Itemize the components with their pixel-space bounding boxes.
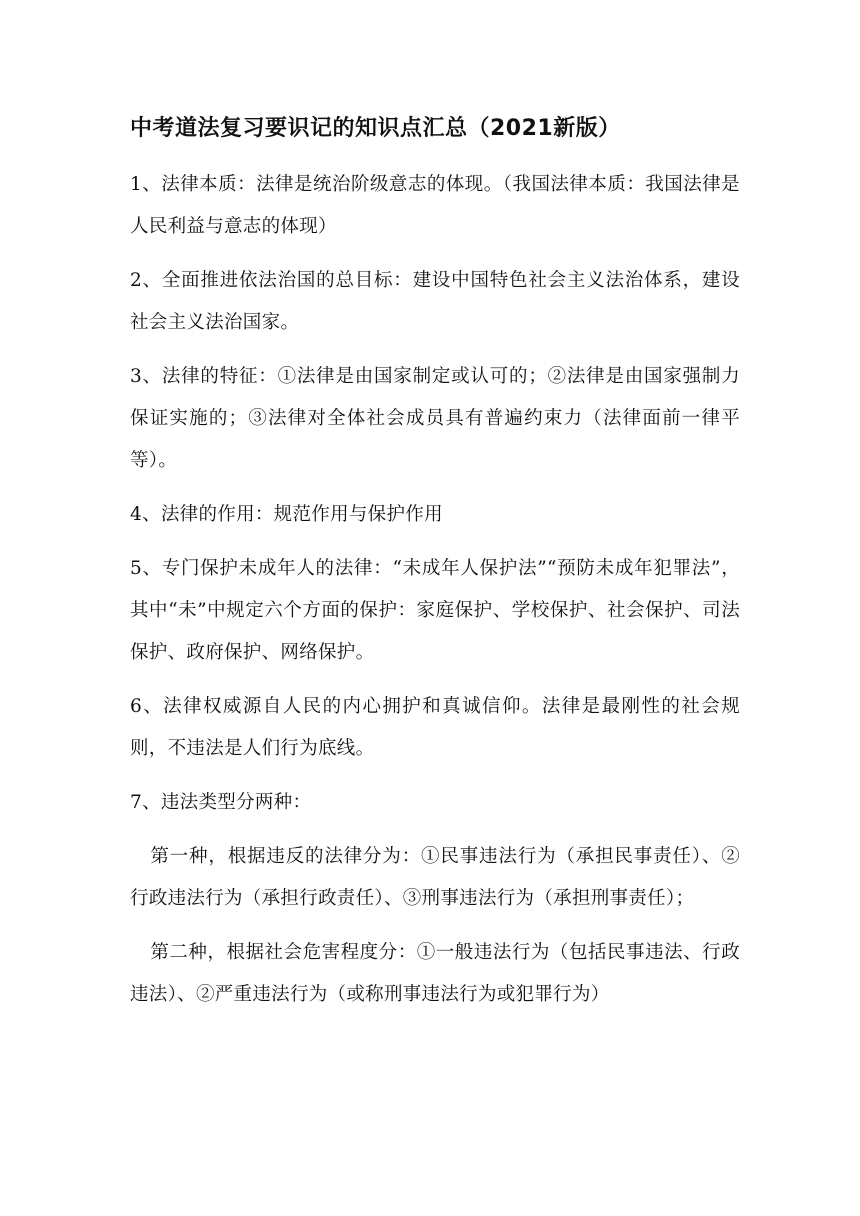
paragraph-7-first-type: 第一种，根据违反的法律分为：①民事违法行为（承担民事责任）、②行政违法行为（承担行政责任）、③刑事违法行为（承担刑事责任）； bbox=[130, 846, 740, 909]
paragraph-1-law-essence: 1、法律本质：法律是统治阶级意志的体现。（我国法律本质：我国法律是人民利益与意志的体现） bbox=[130, 174, 740, 237]
document-title: 中考道法复习要识记的知识点汇总（2021新版） bbox=[130, 116, 621, 141]
paragraph-5-minor-protection-laws: 5、专门保护未成年人的法律：“未成年人保护法”“预防未成年犯罪法”，其中“未”中规定六个方面的保护：家庭保护、学校保护、社会保护、司法保护、政府保护、网络保护。 bbox=[130, 558, 740, 663]
paragraph-3-law-characteristics: 3、法律的特征：①法律是由国家制定或认可的；②法律是由国家强制力保证实施的；③法律对全体社会成员具有普遍约束力（法律面前一律平等）。 bbox=[130, 366, 740, 471]
paragraph-7-violation-types: 7、违法类型分两种： bbox=[130, 792, 312, 813]
paragraph-2-rule-of-law-goal: 2、全面推进依法治国的总目标：建设中国特色社会主义法治体系，建设社会主义法治国家。 bbox=[130, 270, 740, 333]
paragraph-7-second-type: 第二种，根据社会危害程度分：①一般违法行为（包括民事违法、行政违法）、②严重违法行为（或称刑事违法行为或犯罪行为） bbox=[130, 942, 740, 1005]
paragraph-6-law-authority: 6、法律权威源自人民的内心拥护和真诚信仰。法律是最刚性的社会规则，不违法是人们行为底线。 bbox=[130, 696, 740, 759]
paragraph-4-law-functions: 4、法律的作用：规范作用与保护作用 bbox=[130, 504, 443, 525]
